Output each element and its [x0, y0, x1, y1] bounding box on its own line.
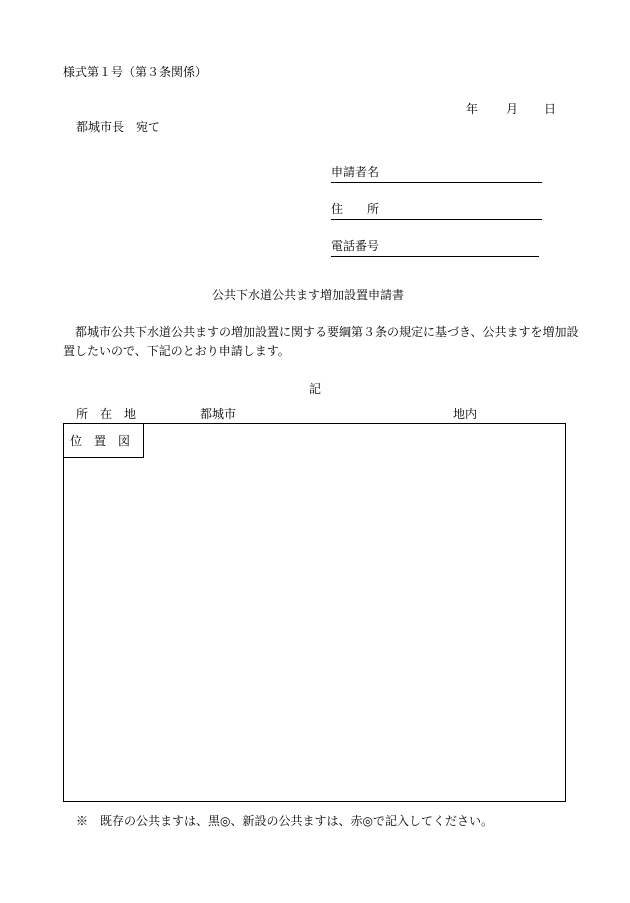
date-month: 月: [506, 102, 519, 116]
date-day: 日: [544, 102, 557, 116]
applicant-phone-label: 電話番号: [331, 239, 380, 253]
document-title: 公共下水道公共ます増加設置申請書: [212, 288, 405, 302]
applicant-name-label: 申請者名: [331, 165, 380, 179]
location-suffix: 地内: [453, 407, 478, 421]
applicant-name-field[interactable]: [331, 166, 542, 183]
map-label: 位 置 図: [70, 434, 131, 448]
location-city: 都城市: [200, 407, 237, 421]
applicant-phone-field[interactable]: [331, 240, 539, 257]
location-label: 所 在 地: [76, 407, 137, 421]
body-text: 都城市公共下水道公共ますの増加設置に関する要綱第３条の規定に基づき、公共ますを増加設置したいので、下記のとおり申請します。: [63, 325, 579, 358]
applicant-address-label: 住 所: [331, 202, 380, 216]
map-label-box: [64, 424, 144, 458]
applicant-address-field[interactable]: [331, 203, 542, 220]
ki-heading: 記: [309, 382, 322, 396]
addressee: 都城市長 宛て: [76, 120, 161, 134]
location-map-box[interactable]: [63, 423, 566, 802]
footnote: ※ 既存の公共ますは、黒◎、新設の公共ますは、赤◎で記入してください。: [76, 814, 493, 828]
date-year: 年: [466, 102, 479, 116]
form-number: 様式第１号（第３条関係）: [63, 65, 208, 79]
